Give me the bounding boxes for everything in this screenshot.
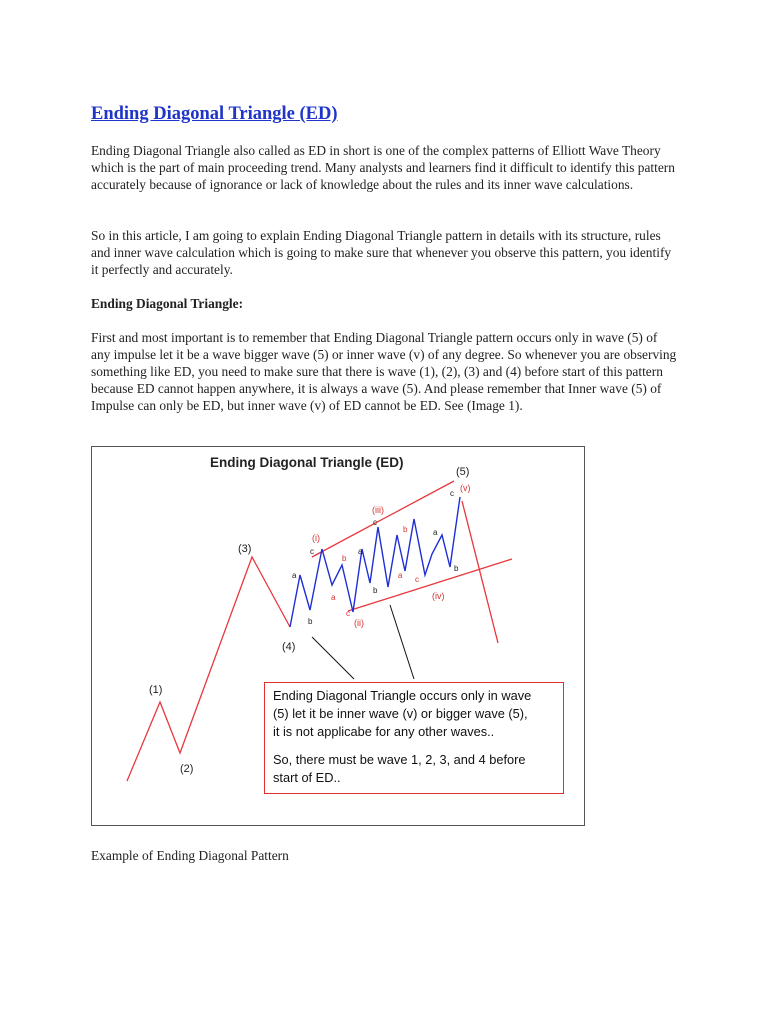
sub-wave-c-label: c xyxy=(415,575,419,584)
sub-wave-a-label: a xyxy=(292,571,297,580)
sub-wave-a-label: a xyxy=(358,547,363,556)
ed-diagram-figure xyxy=(91,446,585,826)
wave-3-label: (3) xyxy=(238,543,252,555)
wave-1-label: (1) xyxy=(149,684,163,696)
inner-wave-ii-label: (ii) xyxy=(354,618,364,628)
intro-paragraph: Ending Diagonal Triangle also called as ED in short is one of the complex patterns of Elliott Wave Theory which is the part of main proceeding trend. Many analysts and learners find it difficult to identify this pattern accurately because of ignorance or lack of knowledge about the rules and its inner wave calculations. xyxy=(91,143,675,192)
sub-wave-b-label: b xyxy=(342,554,347,563)
sub-wave-b-label: b xyxy=(373,586,378,595)
diagonal-wave-line xyxy=(290,497,460,627)
inner-wave-iv-label: (iv) xyxy=(432,591,445,601)
pointer-line-ed xyxy=(390,605,414,679)
sub-wave-c-label: c xyxy=(346,609,350,618)
sub-wave-a-label: a xyxy=(331,593,336,602)
explanation-note-box xyxy=(264,682,564,794)
upper-channel-line xyxy=(312,481,454,557)
wave-5-label: (5) xyxy=(456,466,470,478)
sub-wave-b-label: b xyxy=(403,525,408,534)
note-line: (5) let it be inner wave (v) or bigger wave (5), xyxy=(273,706,528,721)
inner-wave-i-label: (i) xyxy=(312,533,320,543)
note-line: So, there must be wave 1, 2, 3, and 4 before xyxy=(273,752,526,767)
section-heading: Ending Diagonal Triangle: xyxy=(91,296,244,311)
sub-wave-a-label: a xyxy=(433,528,438,537)
diagram-title: Ending Diagonal Triangle (ED) xyxy=(210,455,404,470)
breakdown-line xyxy=(462,501,498,643)
note-line: Ending Diagonal Triangle occurs only in wave xyxy=(273,688,532,703)
sub-wave-c-label: c xyxy=(450,489,454,498)
sub-wave-b-label: b xyxy=(454,564,459,573)
rule-paragraph: First and most important is to remember that Ending Diagonal Triangle pattern occurs only in wave (5) of any impulse let it be a wave bigger wave (5) or inner wave (v) of any degree. So whenever you are observing something like ED, you need to make sure that there is wave (1), (2), (3) and (4) before start of this pattern because ED cannot happen anywhere, it is always a wave (5). And please remember that Inner wave (5) of Impulse can only be ED, but inner wave (v) of ED cannot be ED. See (Image 1). xyxy=(91,330,677,413)
figure-caption: Example of Ending Diagonal Pattern xyxy=(91,848,289,863)
wave-2-label: (2) xyxy=(180,763,194,775)
wave-4-label: (4) xyxy=(282,641,296,653)
sub-wave-a-label: a xyxy=(398,571,403,580)
inner-wave-v-label: (v) xyxy=(460,483,471,493)
sub-wave-c-label: c xyxy=(373,518,377,527)
inner-wave-iii-label: (iii) xyxy=(372,505,384,515)
sub-wave-c-label: c xyxy=(310,547,314,556)
note-line: it is not applicabe for any other waves.. xyxy=(273,724,495,739)
pointer-line-wave-4 xyxy=(312,637,354,679)
sub-wave-b-label: b xyxy=(308,617,313,626)
note-line: start of ED.. xyxy=(273,770,341,785)
article-purpose-paragraph: So in this article, I am going to explain Ending Diagonal Triangle pattern in details with its structure, rules and inner wave calculation which is going to make sure that whenever you observe this pattern, you identify it perfectly and accurately. xyxy=(91,228,672,277)
page-title[interactable]: Ending Diagonal Triangle (ED) xyxy=(91,104,338,124)
